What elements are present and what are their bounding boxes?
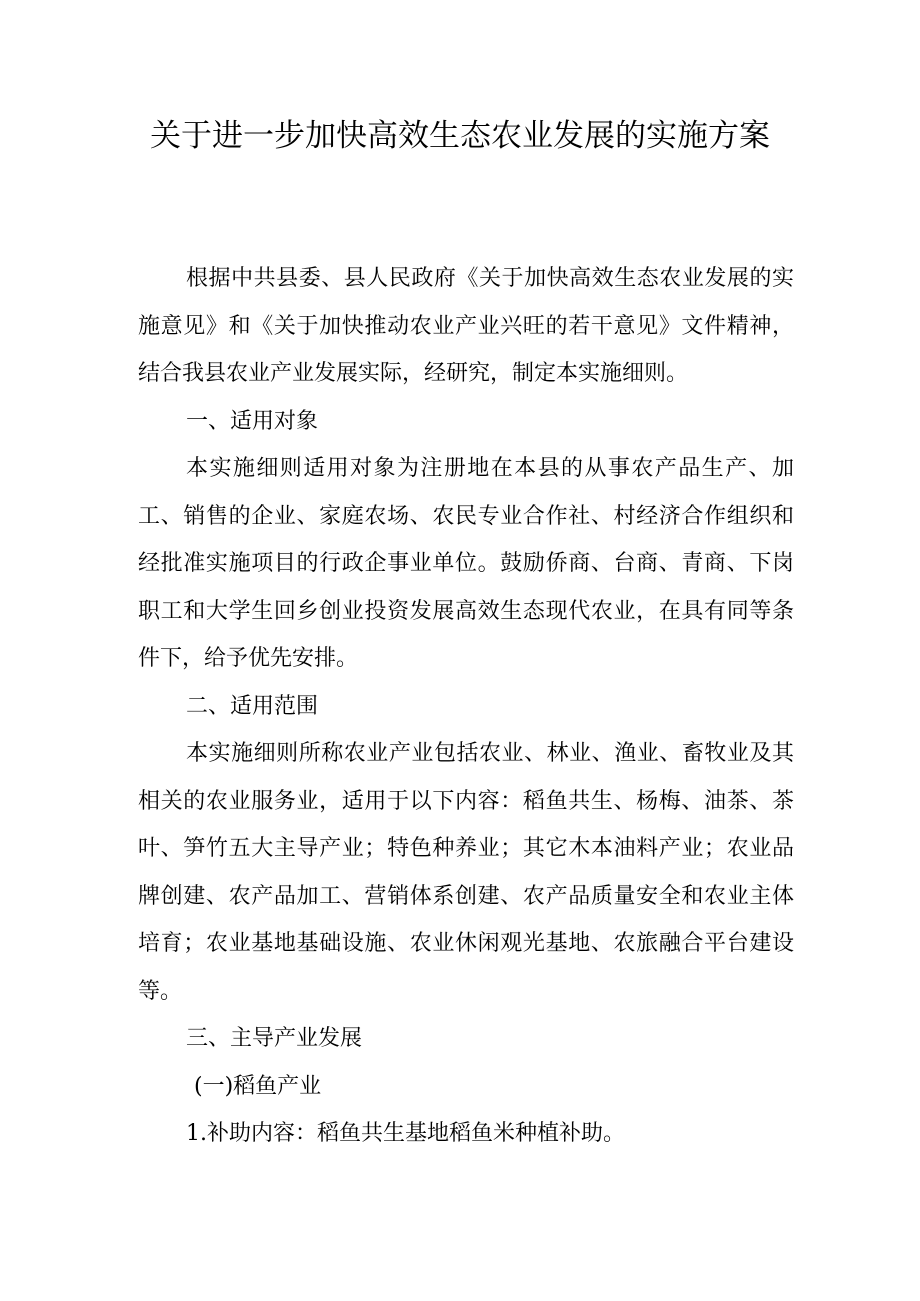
section-heading-applicable-objects: 一、适用对象 — [186, 408, 319, 434]
paragraph-subsidy-content: 1.补助内容：稻鱼共生基地稻鱼米种植补助。 — [186, 1121, 625, 1146]
subsection-heading-rice-fish: (一)稻鱼产业 — [194, 1073, 322, 1099]
section-heading-leading-industry: 三、主导产业发展 — [186, 1026, 363, 1051]
section-heading-applicable-scope: 二、适用范围 — [186, 693, 319, 719]
paragraph-applicable-objects: 本实施细则适用对象为注册地在本县的从事农产品生产、加工、销售的企业、家庭农场、农民专业合作社、村经济合作组织和经批准实施项目的行政企事业单位。鼓励侨商、台商、青商、下岗职工和大学生回乡创业投资发展高效生态现代农业，在具有同等条件下，给予优先安排。 — [138, 456, 794, 671]
document-title: 关于进一步加快高效生态农业发展的实施方案 — [150, 118, 770, 154]
paragraph-intro: 根据中共县委、县人民政府《关于加快高效生态农业发展的实施意见》和《关于加快推动农业产业兴旺的若干意见》文件精神，结合我县农业产业发展实际，经研究，制定本实施细则。 — [138, 266, 794, 386]
paragraph-applicable-scope: 本实施细则所称农业产业包括农业、林业、渔业、畜牧业及其相关的农业服务业，适用于以下内容：稻鱼共生、杨梅、油茶、茶叶、笋竹五大主导产业；特色种养业；其它木本油料产业；农业品牌创建、农产品加工、营销体系创建、农产品质量安全和农业主体培育；农业基地基础设施、农业休闲观光基地、农旅融合平台建设等。 — [138, 741, 794, 1004]
document-body — [138, 255, 794, 1158]
